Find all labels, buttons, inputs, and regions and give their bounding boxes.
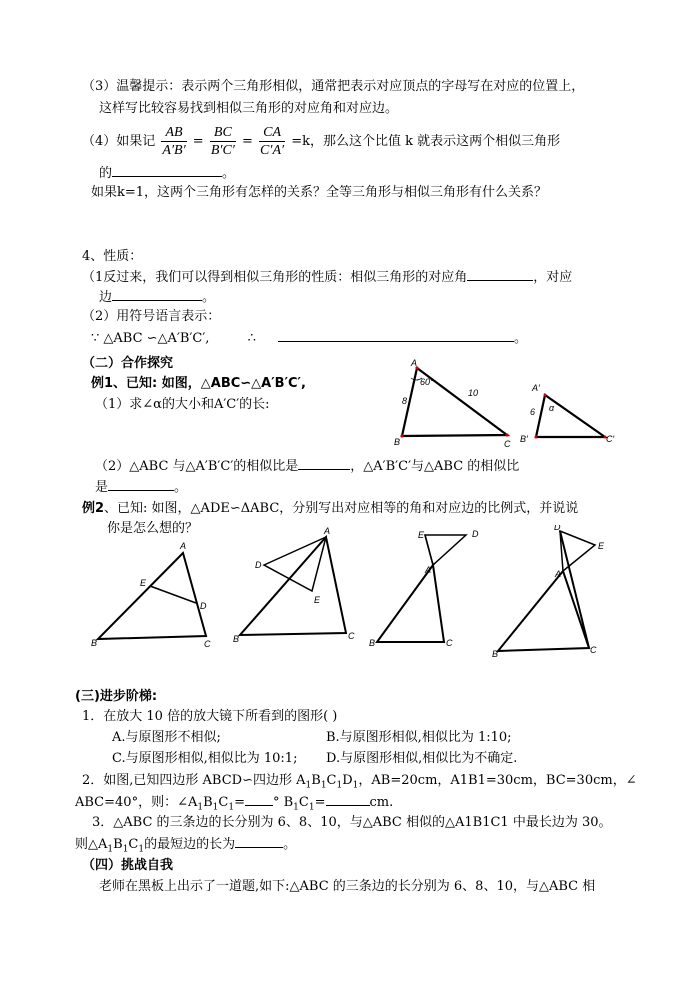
angle-answer-blank[interactable]: [245, 793, 273, 806]
fig1-alpha: α: [549, 403, 555, 413]
cooperation-title: （二）合作探究: [82, 356, 174, 371]
similar-triangles-figures: [88, 525, 648, 665]
fig1-side-ab: 8: [402, 396, 408, 406]
svg-text:B: B: [492, 649, 499, 659]
advance-title: (三)进步阶梯:: [75, 689, 158, 704]
svg-text:B: B: [233, 634, 240, 644]
svg-text:D: D: [200, 601, 207, 611]
example-2-line-2: 你是怎么想的？: [107, 521, 199, 536]
symbol-blank[interactable]: [278, 329, 514, 342]
tip-line-2: 这样写比较容易找到相似三角形的对应角和对应边。: [99, 101, 399, 116]
example-1-figure: [392, 358, 632, 450]
tip-line-1: （3）温馨提示：表示两个三角形相似，通常把表示对应顶点的字母写在对应的位置上，: [82, 79, 585, 94]
shortest-side-blank[interactable]: [235, 835, 283, 848]
fig1-label-b2: B′: [520, 434, 528, 444]
question-1: 1．在放大 10 倍的放大镜下所看到的图形( ): [82, 709, 338, 724]
svg-text:B: B: [369, 638, 376, 648]
example-1-q2-cont: 是 。: [95, 480, 188, 495]
k-equals-one-question: 如果k=1，这两个三角形有怎样的关系？全等三角形与相似三角形有什么关系？: [91, 185, 548, 200]
svg-text:A: A: [555, 569, 562, 579]
svg-text:B: B: [91, 638, 98, 648]
fraction-bc: $\frac{BC}{B'C'}$: [210, 125, 235, 158]
challenge-title: （四）挑战自我: [82, 858, 174, 873]
example-1: 例1、已知: 如图，△ABC∽△A′B′C′,: [91, 376, 306, 391]
length-answer-blank[interactable]: [326, 793, 370, 806]
example-1-q2: （2）△ABC 与△A′B′C′的相似比是 ，△A′B′C′与△ABC 的相似比: [95, 459, 520, 474]
svg-text:A: A: [324, 526, 331, 536]
fig1-side-ab2: 6: [530, 407, 536, 417]
fig1-angle: 60°: [420, 377, 434, 387]
fig1-label-b: B: [394, 437, 401, 447]
fig1-side-ac: 10: [468, 388, 479, 398]
property-line-2: 边 。: [99, 290, 216, 305]
question-3: 3．△ABC 的三条边的长分别为 6、8、10，与△ABC 相似的△A1B1C1 中最长边为 30。: [92, 815, 612, 830]
svg-text:E: E: [314, 595, 321, 605]
svg-text:E: E: [598, 541, 605, 551]
fig1-label-c2: C′: [606, 434, 615, 444]
svg-text:E: E: [140, 578, 147, 588]
ratio-blank-1[interactable]: [298, 457, 350, 470]
question-2-cont: ABC=40°，则：$\angle A_1B_1C_1=$ ° $B_1C_1=$ cm.: [75, 795, 394, 813]
fig1-label-a: A: [411, 358, 418, 368]
example-2: 例2、已知: 如图，△ADE∽ΔABC，分别写出对应相等的角和对应边的比例式，并说说: [82, 501, 579, 516]
option-b[interactable]: B.与原图形相似,相似比为 1:10;: [326, 730, 512, 745]
svg-text:D: D: [554, 525, 561, 532]
fig1-label-a2: A′: [532, 383, 540, 393]
option-c[interactable]: C.与原图形相似,相似比为 10:1;: [112, 751, 298, 766]
svg-text:C: C: [204, 639, 211, 649]
fig1-label-c: C: [504, 439, 511, 449]
ratio-line-2: 的 。: [99, 166, 236, 181]
ratio-definition: （4）如果记 $\frac{AB}{A'B'}$ = $\frac{BC}{B'C'}$ = $\frac{CA}{C'A'}$ =k，那么这个比值 k 就表示这两个相似三角形: [82, 125, 561, 158]
example-1-q1: （1）求∠α的大小和A′C′的长:: [95, 397, 270, 412]
ratio-blank-2[interactable]: [108, 478, 174, 491]
question-3-cont: 则$\triangle A_1B_1C_1$的最短边的长为 。: [75, 837, 297, 855]
fraction-ab: $\frac{AB}{A'B'}$: [162, 125, 186, 158]
property-line-1: （1反过来，我们可以得到相似三角形的性质：相似三角形的对应角 ，对应: [82, 270, 573, 285]
challenge-line-1: 老师在黑板上出示了一道题,如下:△ABC 的三条边的长分别为 6、8、10，与△ABC 相: [99, 879, 596, 894]
svg-text:D: D: [472, 529, 479, 539]
svg-text:E: E: [418, 530, 425, 540]
section-4-title: 4、性质：: [82, 249, 143, 264]
ratio-k-text: =k，那么这个比值 k 就表示这两个相似三角形: [291, 134, 561, 149]
side-blank[interactable]: [112, 288, 202, 301]
angle-blank[interactable]: [467, 268, 533, 281]
property-line-4: ∵ △ABC ∽△A′B′C′, ∴ 。: [91, 331, 528, 346]
svg-text:C: C: [590, 645, 597, 655]
ratio-prefix: （4）如果记: [82, 134, 156, 149]
svg-text:D: D: [255, 560, 262, 570]
svg-text:A: A: [180, 541, 187, 551]
svg-text:A: A: [425, 565, 432, 575]
option-d[interactable]: D.与原图形相似,相似比为不确定.: [326, 751, 518, 766]
property-line-3: （2）用符号语言表示：: [82, 309, 221, 324]
fraction-ca: $\frac{CA}{C'A'}$: [260, 125, 285, 158]
svg-text:C: C: [348, 631, 355, 641]
question-2: 2．如图,已知四边形 ABCD∽四边形 $A_1B_1C_1D_1$，AB=20cm，A1B1=30cm，BC=30cm，∠: [82, 773, 637, 791]
option-a[interactable]: A.与原图形不相似;: [112, 730, 221, 745]
svg-text:C: C: [446, 638, 453, 648]
answer-blank[interactable]: [112, 164, 222, 177]
